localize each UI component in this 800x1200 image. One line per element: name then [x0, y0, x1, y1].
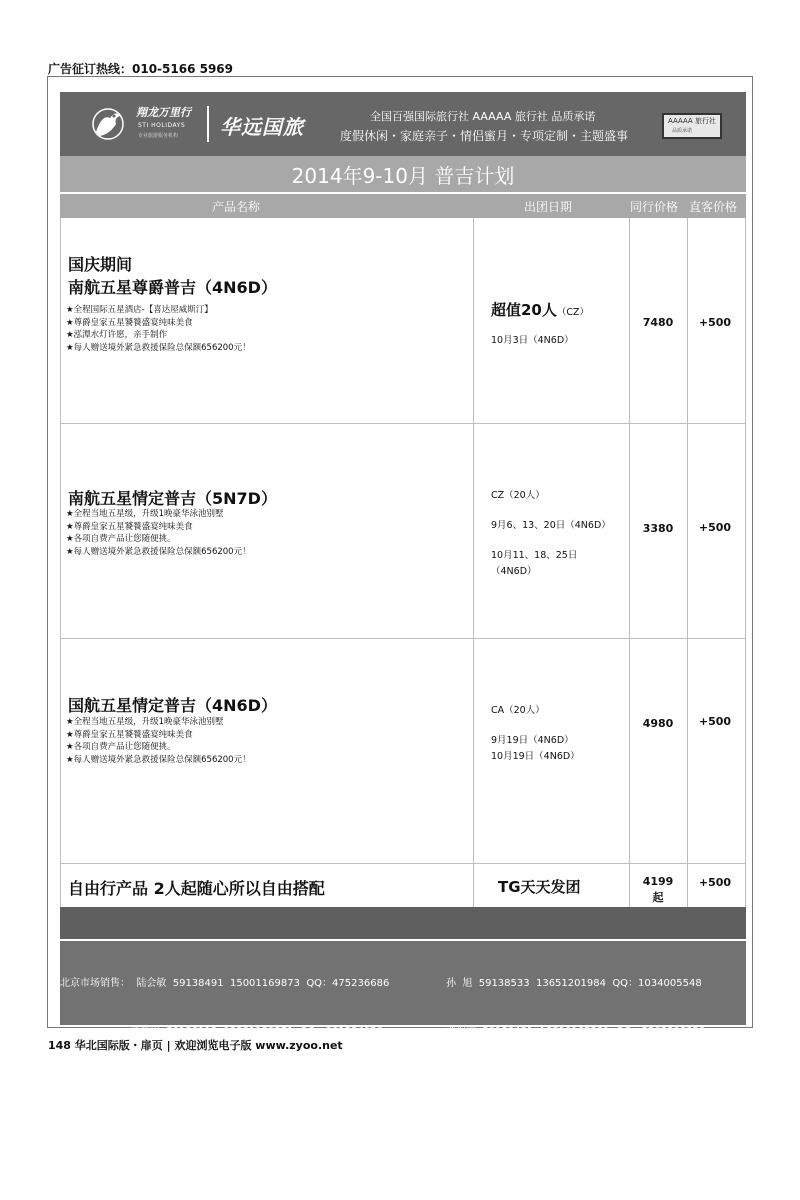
contact-line: 许炜川 59138113 13381139271 QQ：991234056	[60, 1026, 383, 1037]
product-2-title: 南航五星情定普吉（5N7D）	[68, 489, 277, 508]
product-3-peer-price: 4980	[642, 717, 674, 730]
contact-line: 崔 涵 59138104 18810472010 QQ：547898344	[446, 1170, 696, 1181]
contact-line: 张 超 59138450 18301010622 QQ：2479762114	[446, 1122, 702, 1133]
feature-item: ★泓潭水灯许愿，亲手制作	[66, 330, 168, 341]
product-1-features	[66, 304, 251, 354]
date-line: CZ（20人）	[491, 490, 545, 501]
logo-subtitle: 专业旅游服务机构	[138, 133, 179, 139]
product-1-subtitle: 国庆期间	[68, 255, 133, 274]
date-line: CA（20人）	[491, 705, 545, 716]
product-1-date: 10月3日（4N6D）	[491, 335, 574, 346]
product-3-title: 国航五星情定普吉（4N6D）	[68, 696, 277, 715]
group-size-label: 超值20人	[491, 301, 557, 319]
col-peer-price: 同行价格	[630, 200, 679, 214]
product-2-peer-price: 3380	[642, 522, 674, 535]
feature-item: ★每人赠送境外紧急救援保险总保额656200元！	[66, 342, 251, 353]
contact-line: 田建涛 59138264 13810350173 QQ：1207586201	[446, 1074, 706, 1085]
grid-line	[60, 863, 746, 864]
badge-subtext: 品质承诺	[672, 128, 693, 134]
col-date: 出团日期	[524, 200, 573, 214]
product-1-direct-price: +500	[698, 316, 732, 329]
contact-line: 孙 旭 59138533 13651201984 QQ：1034005548	[446, 978, 702, 989]
feature-item: ★尊爵皇家五星饕餮盛宴纯味美食	[66, 521, 193, 532]
contact-line: 张小荣 59138141 13718738086 QQ：598630284	[60, 1074, 383, 1085]
date-line	[491, 719, 580, 733]
date-line: 9月19日（4N6D）	[491, 735, 574, 746]
grid-line	[629, 218, 630, 907]
product-1-group-size	[491, 299, 589, 320]
beijing-contacts-right	[446, 944, 705, 1200]
feature-item: ★每人赠送境外紧急救援保险总保额656200元！	[66, 546, 251, 557]
contact-line: 邓程琨 59138481 13810165231 QQ：2503398329	[446, 1026, 706, 1037]
col-product: 产品名称	[212, 200, 261, 214]
badge-text: AAAAA 旅行社	[668, 117, 716, 125]
grid-line	[60, 423, 746, 424]
product-3-direct-price: +500	[698, 715, 732, 728]
logo-english-name: STI HOLIDAYS	[138, 122, 186, 129]
product-2-features	[66, 508, 251, 558]
dragon-logo-icon	[86, 104, 130, 144]
feature-item: ★各项自费产品让您随便挑。	[66, 534, 176, 545]
feature-item: ★尊爵皇家五星饕餮盛宴纯味美食	[66, 317, 193, 328]
product-3-features	[66, 716, 251, 766]
feature-item: ★全程国际五星酒店-【喜达屋威斯汀】	[66, 305, 213, 315]
ad-hotline: 广告征订热线：010-5166 5969	[48, 62, 234, 76]
contact-line: 马 毅 59138473 13911174202 QQ：1362084833	[60, 1170, 386, 1181]
grid-line	[473, 218, 474, 907]
product-1-title: 南航五星尊爵普吉（4N6D）	[68, 278, 277, 297]
free-travel-date: TG天天发团	[498, 878, 581, 896]
logo-divider	[207, 106, 209, 142]
airline-code: （CZ）	[556, 307, 590, 318]
date-line: 10月19日（4N6D）	[491, 751, 580, 762]
feature-item: ★尊爵皇家五星饕餮盛宴纯味美食	[66, 729, 193, 740]
date-line: 9月6、13、20日（4N6D）	[491, 520, 611, 531]
date-line: （4N6D）	[491, 566, 537, 577]
grid-line	[745, 218, 746, 907]
date-line: 10月11、18、25日	[491, 550, 578, 561]
product-2-dates	[491, 488, 611, 580]
grid-line	[60, 218, 61, 907]
free-travel-price-suffix: 起	[652, 891, 664, 904]
free-travel-price: 4199	[642, 875, 674, 888]
date-line	[491, 504, 611, 518]
brand-name: 华远国旅	[220, 115, 304, 139]
slogan-line-1: 全国百强国际旅行社 AAAAA 旅行社 品质承诺	[370, 110, 596, 123]
grid-line	[60, 638, 746, 639]
feature-item: ★各项自费产品让您随便挑。	[66, 742, 176, 753]
free-travel-label: 自由行产品 2人起随心所以自由搭配	[68, 879, 325, 898]
product-3-dates	[491, 703, 580, 765]
page-footer: 148 华北国际版・扉页 | 欢迎浏览电子版 www.zyoo.net	[48, 1039, 343, 1052]
feature-item: ★全程当地五星级，升级1晚豪华泳池别墅	[66, 509, 224, 519]
col-direct-price: 直客价格	[689, 200, 738, 214]
free-travel-direct-price: +500	[698, 876, 732, 889]
product-2-direct-price: +500	[698, 521, 732, 534]
feature-item: ★每人赠送境外紧急救援保险总保额656200元！	[66, 754, 251, 765]
page-title: 2014年9-10月 普吉计划	[291, 164, 515, 188]
logo-chinese-name: 翔龙万里行	[136, 106, 191, 119]
product-1-peer-price: 7480	[642, 316, 674, 329]
contact-line: 北京市场销售： 陆会敏 59138491 15001169873 QQ：475236686	[60, 978, 390, 989]
contact-line: 张 庆 59138401 15901186539 QQ：1966877898	[60, 1122, 386, 1133]
feature-item: ★全程当地五星级，升级1晚豪华泳池别墅	[66, 717, 224, 727]
beijing-contacts-left	[60, 944, 389, 1200]
slogan-line-2: 度假休闲・家庭亲子・情侣蜜月・专项定制・主题盛事	[340, 129, 629, 143]
date-line	[491, 534, 611, 548]
